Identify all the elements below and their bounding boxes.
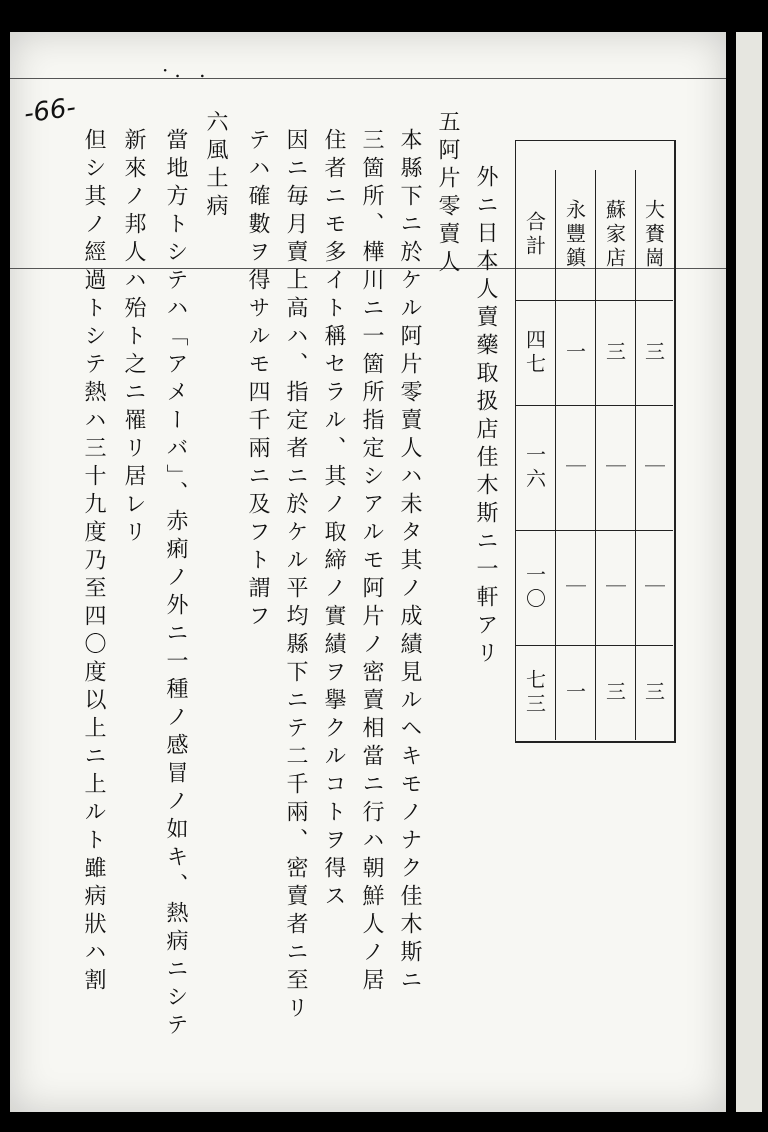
scan-line-top bbox=[10, 78, 726, 79]
table-cell: ｜ bbox=[602, 575, 627, 600]
table-cell: 一 bbox=[562, 340, 587, 365]
statistics-table bbox=[515, 140, 675, 742]
table-cell: 三 bbox=[602, 680, 627, 705]
table-row-label: 合計 bbox=[522, 211, 547, 259]
section-heading-endemic: 六風土病 bbox=[203, 110, 228, 222]
text-column-1: 外ニ日本人賣藥取扱店佳木斯ニ一軒アリ bbox=[473, 165, 498, 669]
table-cell: 三 bbox=[641, 340, 666, 365]
table-cell: 一六 bbox=[522, 443, 547, 492]
text-column-4: 三箇所、樺川ニ一箇所指定シアルモ阿片ノ密賣相當ニ行ハ朝鮮人ノ居 bbox=[359, 128, 384, 996]
table-row-label: 永豐鎮 bbox=[562, 199, 587, 271]
table-cell: ｜ bbox=[562, 575, 587, 600]
table-cell: 四七 bbox=[522, 328, 547, 377]
text-column-5: 住者ニモ多イト稱セラル、其ノ取締ノ實績ヲ擧クルコトヲ得ス bbox=[321, 128, 346, 912]
text-column-9: 當地方トシテハ「アメーバ」、赤痢ノ外ニ一種ノ感冒ノ如キ、熱病ニシテ bbox=[163, 128, 188, 1041]
text-column-3: 本縣下ニ於ケル阿片零賣人ハ未タ其ノ成績見ルヘキモノナク佳木斯ニ bbox=[397, 128, 422, 996]
table-cell: 一 bbox=[562, 680, 587, 705]
page-number: -66- bbox=[22, 92, 78, 130]
text-column-6: 因ニ毎月賣上高ハ、指定者ニ於ケル平均縣下ニテ二千兩、密賣者ニ至リ bbox=[283, 128, 308, 1024]
table-row-label: 蘇家店 bbox=[602, 199, 627, 271]
table-cell: ｜ bbox=[641, 575, 666, 600]
table-row-label: 大賚崗 bbox=[641, 199, 666, 271]
table-cell: 三 bbox=[641, 680, 666, 705]
table-cell: ｜ bbox=[641, 455, 666, 480]
adjacent-page-edge bbox=[736, 32, 762, 1112]
table-cell: ｜ bbox=[562, 455, 587, 480]
table-cell: ｜ bbox=[602, 455, 627, 480]
table-cell: 一〇 bbox=[522, 563, 547, 612]
text-column-10: 新來ノ邦人ハ殆ト之ニ罹リ居レリ bbox=[121, 128, 146, 548]
text-column-11: 但シ其ノ經過トシテ熱ハ三十九度乃至四〇度以上ニ上ルト雖病狀ハ割 bbox=[81, 128, 106, 996]
text-column-7: テハ確數ヲ得サルモ四千兩ニ及フト謂フ bbox=[245, 128, 270, 632]
table-cell: 三 bbox=[602, 340, 627, 365]
table-cell: 七三 bbox=[522, 668, 547, 717]
section-heading-opium: 五阿片零賣人 bbox=[435, 110, 460, 278]
ink-dots: ·. . bbox=[162, 58, 212, 82]
